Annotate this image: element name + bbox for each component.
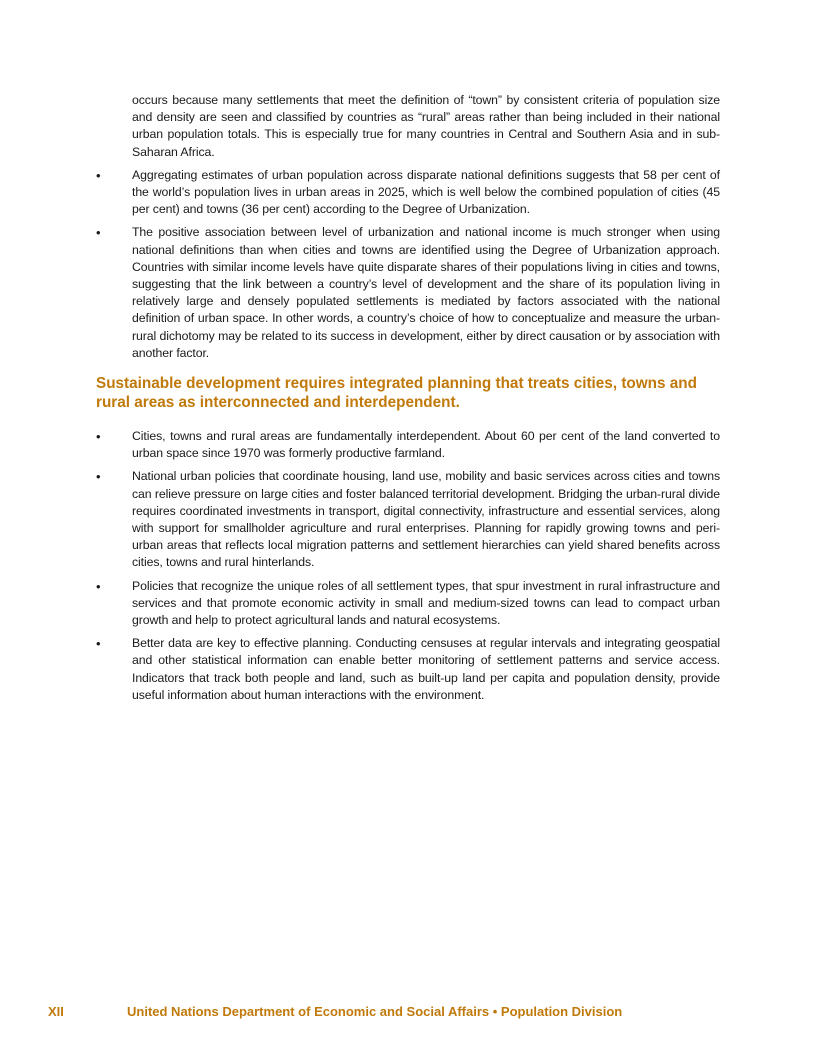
bullet-icon: • xyxy=(96,469,101,485)
bullet-icon: • xyxy=(96,578,101,594)
list-item xyxy=(96,224,720,362)
planning-list xyxy=(96,428,720,704)
footer-publisher: United Nations Department of Economic and Social Affairs • Population Division xyxy=(127,1004,623,1019)
page-footer xyxy=(48,1004,768,1022)
list-item-text: Cities, towns and rural areas are fundamentally interdependent. About 60 per cent of the land converted to urban space since 1970 was formerly productive farmland. xyxy=(132,429,720,461)
list-item xyxy=(96,428,720,462)
list-item-text: Policies that recognize the unique roles of all settlement types, that spur investment in rural infrastructure and services and that promote economic activity in small and medium-sized towns can lead to compact urban growth and help to protect agricultural lands and natural ecosystems. xyxy=(132,578,720,628)
list-item-text: Aggregating estimates of urban population across disparate national definitions suggests that 58 per cent of the world’s population lives in urban areas in 2025, which is well below the combined population of cities (45 per cent) and towns (36 per cent) according to the Degree of Urbanization. xyxy=(132,167,720,217)
list-item xyxy=(96,468,720,571)
bullet-icon: • xyxy=(96,225,101,241)
section-heading: Sustainable development requires integrated planning that treats cities, towns and rural areas as interconnected and interdependent. xyxy=(96,375,697,412)
page-content xyxy=(96,92,720,704)
page-number: XII xyxy=(48,1004,64,1019)
findings-list xyxy=(96,167,720,362)
list-item xyxy=(96,167,720,219)
bullet-icon: • xyxy=(96,167,101,183)
bullet-icon: • xyxy=(96,429,101,445)
list-item-text: National urban policies that coordinate housing, land use, mobility and basic services across cities and towns can relieve pressure on large cities and foster balanced territorial development. Bridging the urban-rural divide requires coordinated investments in transport, digital connectivity, infrastructure and essential services, along with support for smallholder agriculture and rural enterprises. Planning for rapidly growing towns and peri-urban areas that reflects local migration patterns and settlement hierarchies can yield shared benefits across cities, towns and rural hinterlands. xyxy=(132,469,720,570)
list-item xyxy=(96,578,720,630)
list-item xyxy=(96,635,720,704)
list-item-text: The positive association between level of urbanization and national income is much stronger when using national definitions than when cities and towns are identified using the Degree of Urbanization approach. Countries with similar income levels have quite disparate shares of their populations living in cities and towns, suggesting that the link between a country’s level of development and the share of its population living in relatively large and densely populated settlements is mediated by factors associated with the national definition of urban space. In other words, a country’s choice of how to conceptualize and measure the urban-rural dichotomy may be related to its success in development, either by direct causation or by association with another factor. xyxy=(132,225,720,360)
bullet-icon: • xyxy=(96,636,101,652)
list-item-text: Better data are key to effective planning. Conducting censuses at regular intervals and integrating geospatial and other statistical information can enable better monitoring of settlement patterns and service access. Indicators that track both people and land, such as built-up land per capita and population density, provide useful information about human interactions with the environment. xyxy=(132,636,720,702)
intro-paragraph: occurs because many settlements that meet the definition of “town” by consistent criteria of population size and density are seen and classified by countries as “rural” areas rather than being included in their national urban population totals. This is especially true for many countries in Central and Southern Asia and in sub-Saharan Africa. xyxy=(132,93,720,159)
